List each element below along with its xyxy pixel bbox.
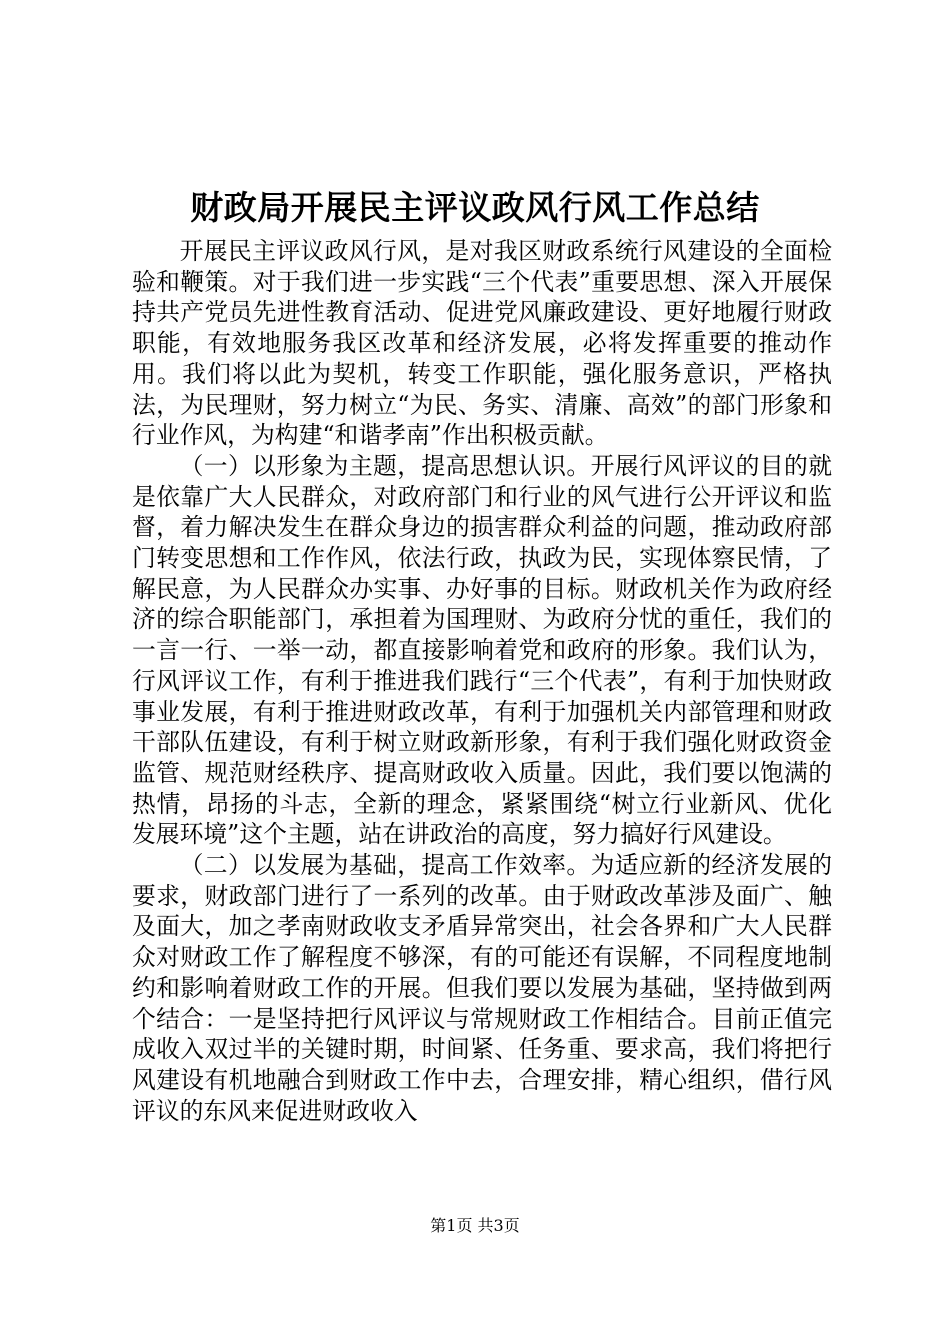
body-paragraph-section-2: （二）以发展为基础，提高工作效率。为适应新的经济发展的要求，财政部门进行了一系列的改革。由于财政改革涉及面广、触及面大，加之孝南财政收支矛盾异常突出，社会各界和广大人民群众对财政工作了解程度不够深，有的可能还有误解，不同程度地制约和影响着财政工作的开展。但我们要以发展为基础，坚持做到两个结合：一是坚持把行风评议与常规财政工作相结合。目前正值完成收入双过半的关键时期，时间紧、任务重、要求高，我们将把行风建设有机地融合到财政工作中去，合理安排，精心组织，借行风评议的东风来促进财政收入 — [132, 851, 832, 1125]
page-number-footer: 第1页 共3页 — [430, 1216, 520, 1235]
document-body — [132, 236, 832, 1126]
body-paragraph-intro: 开展民主评议政风行风，是对我区财政系统行风建设的全面检验和鞭策。对于我们进一步实践“三个代表”重要思想、深入开展保持共产党员先进性教育活动、促进党风廉政建设、更好地履行财政职能，有效地服务我区改革和经济发展，必将发挥重要的推动作用。我们将以此为契机，转变工作职能，强化服务意识，严格执法，为民理财，努力树立“为民、务实、清廉、高效”的部门形象和行业作风，为构建“和谐孝南”作出积极贡献。 — [132, 237, 832, 450]
body-paragraph-section-1: （一）以形象为主题，提高思想认识。开展行风评议的目的就是依靠广大人民群众，对政府部门和行业的风气进行公开评议和监督，着力解决发生在群众身边的损害群众利益的问题，推动政府部门转变思想和工作作风，依法行政，执政为民，实现体察民情，了解民意，为人民群众办实事、办好事的目标。财政机关作为政府经济的综合职能部门，承担着为国理财、为政府分忧的重任，我们的一言一行、一举一动，都直接影响着党和政府的形象。我们认为，行风评议工作，有利于推进我们践行“三个代表”，有利于加快财政事业发展，有利于推进财政改革，有利于加强机关内部管理和财政干部队伍建设，有利于树立财政新形象，有利于我们强化财政资金监管、规范财经秩序、提高财政收入质量。因此，我们要以饱满的热情，昂扬的斗志，全新的理念，紧紧围绕“树立行业新风、优化发展环境”这个主题，站在讲政治的高度，努力搞好行风建设。 — [132, 451, 832, 849]
document-title: 财政局开展民主评议政风行风工作总结 — [190, 188, 760, 227]
